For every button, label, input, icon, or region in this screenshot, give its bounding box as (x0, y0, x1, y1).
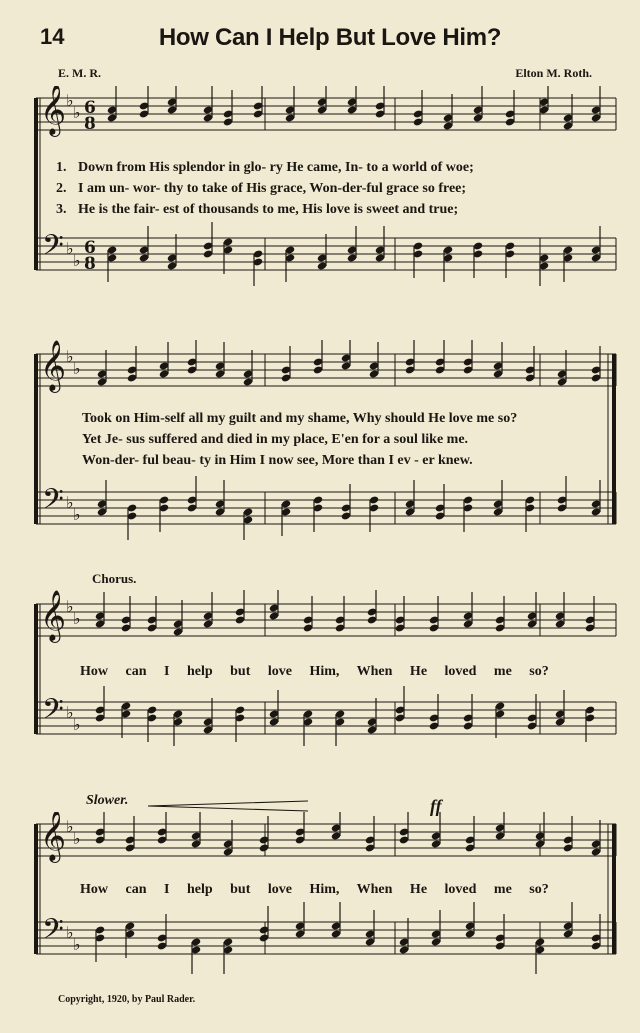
bass-note (203, 698, 213, 735)
bass-note (525, 495, 535, 532)
bass-note (563, 902, 573, 939)
treble-clef-icon: 𝄞 (40, 590, 67, 641)
treble-note (97, 350, 107, 387)
bass-note (495, 701, 505, 738)
treble-note (243, 350, 253, 387)
bass-note (557, 476, 567, 513)
bass-note (555, 690, 565, 727)
treble-note (331, 812, 341, 841)
treble-note (405, 340, 415, 375)
flat-icon: ♭ (66, 923, 74, 942)
treble-note (413, 90, 423, 127)
treble-note (563, 816, 573, 853)
bass-note (591, 226, 601, 263)
bass-note (341, 484, 351, 521)
bass-note (295, 902, 305, 939)
bass-note (335, 709, 345, 746)
bass-note (591, 480, 601, 517)
treble-note (365, 816, 375, 853)
bass-note (473, 241, 483, 278)
flat-icon: ♭ (73, 609, 81, 628)
time-signature-bottom: 8 (84, 114, 96, 134)
dynamic-marking: ff (430, 796, 442, 816)
bass-note (505, 241, 515, 278)
verse-lines-a (56, 160, 596, 223)
treble-note (341, 340, 351, 371)
treble-note (335, 596, 345, 633)
bass-note (167, 234, 177, 271)
bass-note (463, 694, 473, 731)
treble-note (367, 590, 377, 625)
bass-note (317, 234, 327, 271)
bass-clef-icon: 𝄢 (42, 913, 64, 953)
bass-note (331, 902, 341, 939)
treble-note (527, 592, 537, 629)
treble-note (269, 590, 279, 621)
bass-note (281, 499, 291, 536)
bass-note (313, 495, 323, 532)
bass-note (223, 937, 233, 974)
treble-note (253, 86, 263, 119)
treble-note (203, 592, 213, 629)
bass-note (147, 705, 157, 742)
bass-note (369, 495, 379, 532)
treble-note (121, 596, 131, 633)
treble-note (591, 346, 601, 383)
treble-note (147, 596, 157, 633)
bass-note (235, 705, 245, 742)
treble-note (493, 342, 503, 379)
bass-note (95, 925, 105, 962)
treble-note (395, 596, 405, 633)
treble-note (463, 340, 473, 375)
treble-note (95, 592, 105, 629)
bass-note (303, 709, 313, 746)
flat-icon: ♭ (73, 935, 81, 954)
bass-note (97, 480, 107, 517)
verse-1-line-a: 1. Down from His splendor in glo- ry He came, In- to a world of woe; (56, 160, 474, 175)
treble-note (555, 592, 565, 629)
treble-note (167, 86, 177, 115)
treble-note (139, 86, 149, 119)
bass-note (367, 698, 377, 735)
treble-note (591, 820, 601, 857)
bass-note (285, 245, 295, 282)
treble-clef-icon: 𝄞 (40, 340, 67, 391)
verse-lines-b (82, 411, 622, 474)
treble-note (223, 90, 233, 127)
bass-note (365, 910, 375, 947)
tempo-marking: Slower. (86, 793, 129, 808)
treble-note (585, 596, 595, 633)
treble-note (203, 86, 213, 123)
bass-staff (36, 922, 616, 954)
bass-note (157, 914, 167, 951)
treble-note (429, 596, 439, 633)
chorus-label: Chorus. (92, 571, 137, 586)
treble-note (557, 350, 567, 387)
bass-note (463, 495, 473, 532)
treble-note (313, 340, 323, 375)
bass-note (125, 921, 135, 958)
treble-note (525, 346, 535, 383)
treble-note (235, 590, 245, 625)
time-signature-top: 6 (84, 98, 96, 118)
bass-note (405, 480, 415, 517)
bass-note (591, 914, 601, 951)
copyright-notice: Copyright, 1920, by Paul Rader. (58, 994, 196, 1005)
bass-note (375, 226, 385, 263)
bass-note (259, 906, 269, 943)
bass-note (495, 914, 505, 951)
treble-note (495, 596, 505, 633)
bass-note (465, 902, 475, 939)
treble-note (347, 86, 357, 115)
treble-clef-icon: 𝄞 (40, 86, 67, 135)
bass-note (269, 690, 279, 727)
treble-note (563, 94, 573, 131)
treble-note (435, 340, 445, 375)
bass-note (585, 705, 595, 742)
treble-note (107, 86, 117, 123)
chorus-lyric-1: How can I help but love Him, When He loved me so? (80, 664, 549, 679)
treble-note (173, 600, 183, 637)
treble-note (443, 94, 453, 131)
treble-note (591, 86, 601, 123)
flat-icon: ♭ (66, 91, 74, 110)
bass-note (493, 480, 503, 517)
treble-note (465, 816, 475, 853)
bass-note (395, 686, 405, 723)
treble-note (369, 342, 379, 379)
bass-note (127, 503, 137, 540)
verse-1-line-b: Took on Him-self all my guilt and my shame, Why should He love me so? (82, 411, 518, 426)
bass-note (173, 709, 183, 746)
bass-note (139, 226, 149, 263)
flat-icon: ♭ (66, 817, 74, 836)
bass-note (431, 910, 441, 947)
treble-note (463, 592, 473, 629)
chorus-lyric-2: How can I help but love Him, When He loved me so? (80, 882, 549, 897)
flat-icon: ♭ (66, 239, 74, 258)
treble-note (285, 86, 295, 123)
music-credit: Elton M. Roth. (515, 66, 592, 80)
verse-3-line-b: Won-der- ful beau- ty in Him I now see, More than I ev - er knew. (82, 453, 473, 468)
treble-note (281, 346, 291, 383)
flat-icon: ♭ (73, 251, 81, 270)
treble-note (187, 340, 197, 375)
time-signature-bottom: 8 (84, 254, 96, 274)
flat-icon: ♭ (73, 715, 81, 734)
page-number: 14 (40, 24, 65, 49)
treble-note (505, 90, 515, 127)
bass-note (191, 937, 201, 974)
bass-clef-icon: 𝄢 (42, 693, 64, 733)
decrescendo-wedge (148, 800, 318, 812)
bass-note (399, 918, 409, 955)
treble-note (127, 346, 137, 383)
flat-icon: ♭ (66, 493, 74, 512)
treble-note (317, 86, 327, 115)
treble-note (191, 812, 201, 849)
page-header (0, 22, 640, 62)
bass-note (215, 480, 225, 517)
bass-clef-icon: 𝄢 (42, 229, 64, 269)
bass-note (159, 495, 169, 532)
treble-note (495, 812, 505, 841)
time-signature-top: 6 (84, 238, 96, 258)
bass-note (429, 694, 439, 731)
verse-2-line-b: Yet Je- sus suffered and died in my place, E'en for a soul like me. (82, 432, 469, 447)
bass-note (107, 245, 117, 282)
bass-note (187, 476, 197, 513)
bass-note (443, 245, 453, 282)
bass-note (203, 222, 213, 259)
treble-clef-icon: 𝄞 (40, 812, 67, 861)
bass-note (121, 701, 131, 738)
flat-icon: ♭ (66, 703, 74, 722)
treble-note (125, 816, 135, 853)
bass-note (95, 686, 105, 723)
bass-note (563, 245, 573, 282)
bass-note (223, 237, 233, 274)
bass-note (347, 226, 357, 263)
treble-note (159, 342, 169, 379)
treble-note (215, 342, 225, 379)
flat-icon: ♭ (73, 505, 81, 524)
treble-note (259, 816, 269, 853)
words-credit: E. M. R. (58, 66, 101, 80)
bass-note (435, 484, 445, 521)
flat-icon: ♭ (66, 597, 74, 616)
verse-2-line-a: 2. I am un- wor- thy to take of His grace, Won-der-ful grace so free; (56, 181, 467, 196)
flat-icon: ♭ (66, 347, 74, 366)
flat-icon: ♭ (73, 103, 81, 122)
treble-note (375, 86, 385, 119)
treble-note (157, 812, 167, 845)
treble-note (95, 812, 105, 845)
treble-note (303, 596, 313, 633)
treble-note (431, 812, 441, 849)
verse-3-line-a: 3. He is the fair- est of thousands to me, His love is sweet and true; (56, 202, 459, 217)
treble-note (295, 812, 305, 845)
flat-icon: ♭ (73, 359, 81, 378)
bass-note (253, 249, 263, 286)
flat-icon: ♭ (73, 829, 81, 848)
bass-note (527, 694, 537, 731)
treble-staff (36, 824, 616, 856)
treble-note (399, 812, 409, 845)
bass-note (413, 241, 423, 278)
treble-note (473, 86, 483, 123)
treble-note (223, 820, 233, 857)
bass-clef-icon: 𝄢 (42, 483, 64, 523)
hymn-title: How Can I Help But Love Him? (158, 24, 502, 51)
